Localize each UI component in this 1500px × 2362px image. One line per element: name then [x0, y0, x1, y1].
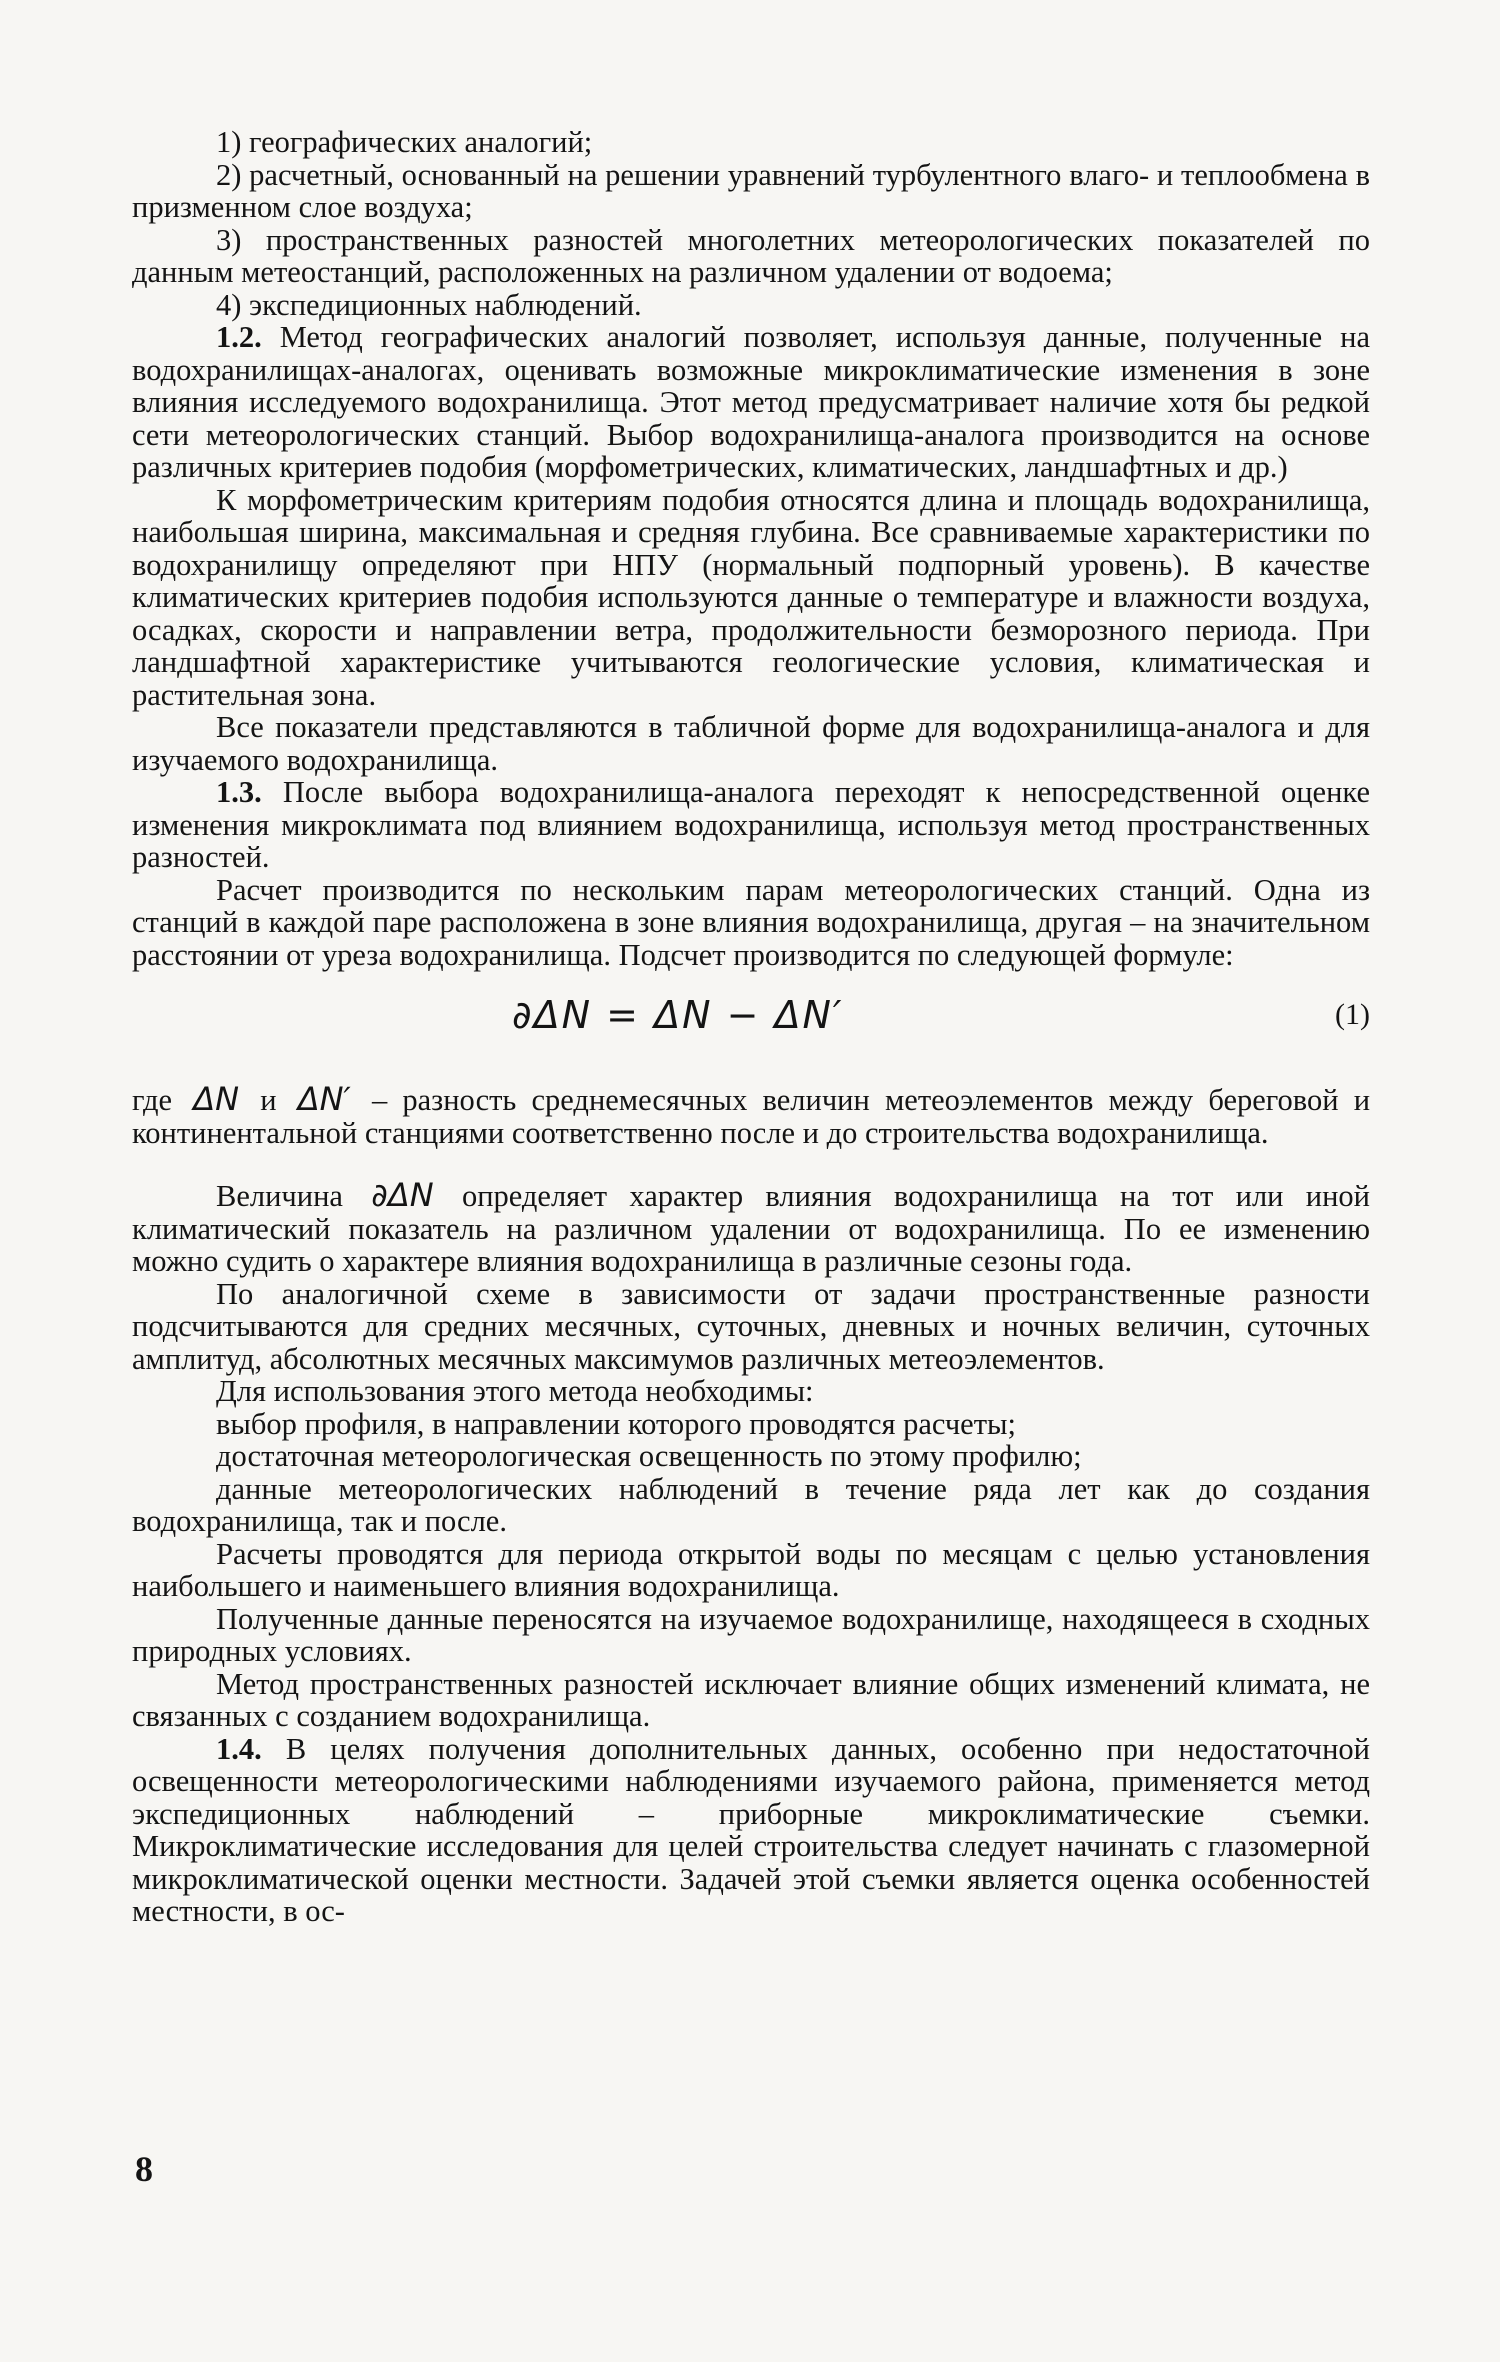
formula-block [132, 993, 1370, 1053]
requirement-coverage: достаточная метеорологическая освещенность по этому профилю; [216, 1439, 1082, 1473]
page-body [132, 126, 1370, 1928]
section-1-4-paragraph [132, 1733, 1370, 1928]
list-item-2: 2) расчетный, основанный на решении уравнений турбулентного влаго- и теплообмена в призменном слое воздуха; [132, 157, 1370, 224]
and-word: и [260, 1083, 277, 1117]
delta-n-symbol: ΔN [193, 1080, 240, 1118]
delta-n-prime-symbol: ΔN′ [297, 1080, 351, 1118]
where-word: где [132, 1083, 173, 1117]
section-number: 1.2. [216, 320, 262, 354]
where-paragraph [132, 1080, 1371, 1150]
value-text: определяет характер влияния водохранилища на тот или иной климатический показатель на различном удалении от водохранилища. По ее изменению можно судить о характере влияния водохранилища в различные сезоны года. [132, 1179, 1371, 1278]
value-word: Величина [216, 1179, 343, 1213]
transfer-paragraph: Полученные данные переносятся на изучаемое водохранилище, находящееся в сходных природных условиях. [132, 1601, 1370, 1668]
requirements-intro: Для использования этого метода необходимы: [216, 1374, 814, 1408]
list-item-3: 3) пространственных разностей многолетних метеорологических показателей по данным метеостанций, расположенных на различном удалении от водоема; [132, 222, 1370, 289]
requirement-data: данные метеорологических наблюдений в течение ряда лет как до создания водохранилища, так и после. [132, 1471, 1370, 1538]
analog-scheme-paragraph: По аналогичной схеме в зависимости от задачи пространственные разности подсчитываются для средних месячных, суточных, дневных и ночных величин, суточных амплитуд, абсолютных месячных максимумов различных метеоэлементов. [132, 1276, 1370, 1376]
value-paragraph [132, 1176, 1371, 1278]
list-item-4: 4) экспедиционных наблюдений. [216, 287, 642, 322]
calculation-paragraph: Расчет производится по нескольким парам метеорологических станций. Одна из станций в каждой паре расположена в зоне влияния водохранилища, другая – на значительном расстоянии от уреза водохранилища. Подсчет производится по следующей формуле: [132, 872, 1370, 972]
partial-delta-n-symbol: ∂ΔN [371, 1176, 434, 1214]
where-text: – разность среднемесячных величин метеоэлементов между береговой и континентальной станциями соответственно после и до строительства водохранилища. [132, 1083, 1371, 1150]
indicators-paragraph: Все показатели представляются в табличной форме для водохранилища-аналога и для изучаемого водохранилища. [132, 710, 1370, 777]
section-text: Метод географических аналогий позволяет, используя данные, полученные на водохранилищах-аналогах, оценивать возможные микроклиматические изменения в зоне влияния исследуемого водохранилища. Этот метод предусматривает наличие хотя бы редкой сети метеорологических станций. Выбор водохранилища-аналога производится на основе различных критериев подобия (морфометрических, климатических, ландшафтных и др.) [132, 320, 1370, 484]
morphometric-paragraph: К морфометрическим критериям подобия относятся длина и площадь водохранилища, наибольшая ширина, максимальная и средняя глубина. Все сравниваемые характеристики по водохранилищу определяют при НПУ (нормальный подпорный уровень). В качестве климатических критериев подобия используются данные о температуре и влажности воздуха, осадках, скорости и направлении ветра, продолжительности безморозного периода. При ландшафтной характеристике учитываются геологические условия, климатическая и растительная зона. [132, 482, 1370, 712]
section-number: 1.3. [216, 775, 262, 809]
page-number: 8 [135, 2149, 153, 2189]
exclusion-paragraph: Метод пространственных разностей исключает влияние общих изменений климата, не связанных с созданием водохранилища. [132, 1666, 1370, 1733]
section-number: 1.4. [216, 1731, 262, 1766]
formula-expression: ∂ΔN = ΔN − ΔN′ [512, 993, 844, 1037]
section-1-2-paragraph [132, 321, 1370, 484]
list-item-1: 1) географических аналогий; [216, 125, 593, 159]
requirement-profile: выбор профиля, в направлении которого проводятся расчеты; [216, 1406, 1017, 1441]
formula-number: (1) [1335, 998, 1370, 1031]
section-1-3-paragraph [132, 776, 1370, 874]
section-text: После выбора водохранилища-аналога переходят к непосредственной оценке изменения микроклимата под влиянием водохранилища, используя метод пространственных разностей. [132, 775, 1371, 874]
section-text: В целях получения дополнительных данных, особенно при недостаточной освещенности метеорологическими наблюдениями изучаемого района, применяется метод экспедиционных наблюдений – приборные микроклиматические съемки. Микроклиматические исследования для целей строительства следует начинать с глазомерной микроклиматической оценки местности. Задачей этой съемки является оценка особенностей местности, в ос- [132, 1731, 1371, 1928]
periods-paragraph: Расчеты проводятся для периода открытой воды по месяцам с целью установления наибольшего и наименьшего влияния водохранилища. [132, 1536, 1370, 1603]
